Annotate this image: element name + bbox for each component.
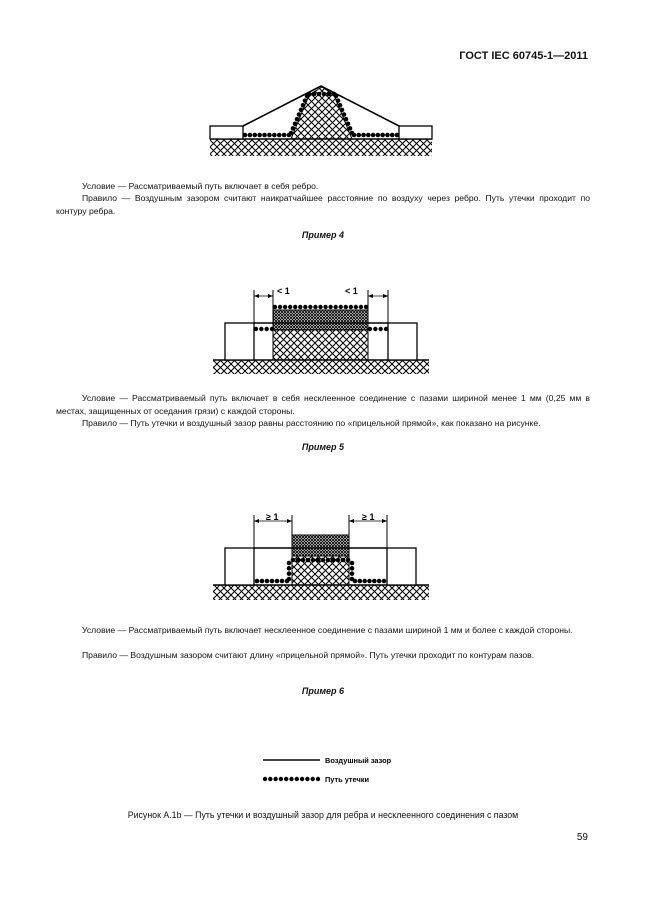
figure-caption: Рисунок A.1b — Путь утечки и воздушный зазор для ребра и несклеенного соединения с пазом [127,810,519,820]
creepage-dot [255,579,260,584]
creepage-dot [380,133,385,138]
dim-label-left: ≥ 1 [266,512,279,522]
creepage-dot [350,566,355,571]
creepage-dot [338,103,343,108]
creepage-dot [361,133,366,138]
creepage-dot [259,327,263,331]
dim-label-right: ≥ 1 [362,512,375,522]
document-code: ГОСТ IEC 60745-1—2011 [459,50,588,62]
legend-creepage-label: Путь утечки [325,775,370,784]
creepage-dot [333,305,337,309]
creepage-dot [254,327,258,331]
creepage-dot [307,92,312,97]
creepage-dot [356,133,361,138]
creepage-dot [293,121,298,126]
creepage-dot [272,133,277,138]
example4-condition: Условие — Рассматриваемый путь включает в себя ребро. [82,181,319,191]
example6-caption: Пример 6 [301,686,345,696]
dim-label-left: < 1 [277,286,290,296]
creepage-dot [287,561,292,566]
creepage-dot [316,558,321,563]
insert-upper [292,535,349,556]
creepage-dot [289,777,293,781]
base-hatched [213,585,429,600]
creepage-dot [350,571,355,576]
creepage-dot [270,579,275,584]
creepage-dot [264,327,268,331]
creepage-dot [296,558,301,563]
creepage-dot [265,579,270,584]
creepage-dot [263,777,267,781]
creepage-dot [283,305,287,309]
creepage-dot [297,112,302,117]
creepage-dot [340,108,345,113]
creepage-dot [303,305,307,309]
creepage-dot [243,133,248,138]
creepage-dot [328,305,332,309]
creepage-dot [295,777,299,781]
creepage-dot [308,305,312,309]
creepage-dot [376,133,381,138]
creepage-dot [364,305,368,309]
legend-creepage-dots [263,777,320,781]
creepage-dot [373,327,377,331]
example4-rule: Правило — Воздушным зазором считают наикратчайшее расстояние по воздуху через ребро. Путь утечки проходит по контуру ребра. [56,193,590,216]
creepage-dot [275,579,280,584]
creepage-dot [291,558,296,563]
creepage-dot [287,571,292,576]
creepage-dot [287,566,292,571]
creepage-dot [395,133,400,138]
example4-figure [210,86,432,156]
creepage-dot [273,777,277,781]
creepage-dot [280,579,285,584]
example4-caption: Пример 4 [301,230,345,240]
creepage-dot [336,558,341,563]
creepage-dot [372,579,377,584]
creepage-dot [282,133,287,138]
creepage-dot [353,579,358,584]
creepage-dot [382,579,387,584]
creepage-dot [267,133,272,138]
creepage-dot [322,92,327,97]
insert-lower [273,330,368,360]
left-block [225,323,254,360]
legend-air-gap-label: Воздушный зазор [325,756,392,765]
creepage-dot [327,92,332,97]
creepage-dot [326,558,331,563]
creepage-dot [334,94,339,99]
creepage-dot [287,577,292,582]
creepage-dot [305,777,309,781]
insert-lower [292,556,349,585]
creepage-dot [346,121,351,126]
creepage-dot [277,133,282,138]
creepage-dot [331,558,336,563]
creepage-dot [336,98,341,103]
creepage-dot [358,579,363,584]
creepage-dot [268,777,272,781]
creepage-dot [284,777,288,781]
left-plate [210,126,243,139]
creepage-dot [362,579,367,584]
creepage-dot [344,117,349,122]
creepage-dot [300,777,304,781]
creepage-dot [339,305,343,309]
creepage-dot [317,92,322,97]
creepage-dot [306,558,311,563]
creepage-dot [313,305,317,309]
creepage-dot [377,579,382,584]
creepage-dot [312,92,317,97]
creepage-dot [350,561,355,566]
creepage-dot [346,558,351,563]
creepage-dot [262,133,267,138]
right-block [387,548,416,585]
legend [263,756,392,784]
creepage-dot [384,327,388,331]
creepage-dot [289,131,294,136]
example6-rule: Правило — Воздушным зазором считают длину «прицельной прямой». Путь утечки проходит по контурам пазов. [82,650,535,660]
creepage-dot [303,98,308,103]
creepage-dot [273,305,277,309]
creepage-dot [390,133,395,138]
creepage-dot [248,133,253,138]
creepage-dot [321,558,326,563]
creepage-dot [288,305,292,309]
creepage-dot [368,327,372,331]
creepage-dot [348,126,353,131]
creepage-dot [318,305,322,309]
creepage-dot [299,108,304,113]
creepage-dot [295,117,300,122]
creepage-dot [316,777,320,781]
right-plate [399,126,432,139]
creepage-dot [252,133,257,138]
creepage-dot [385,133,390,138]
creepage-dot [367,579,372,584]
creepage-dot [301,103,306,108]
creepage-dot [342,112,347,117]
creepage-dot [359,305,363,309]
creepage-dot [341,558,346,563]
dim-label-right: < 1 [345,286,358,296]
page-number: 59 [576,832,588,843]
creepage-dot [311,558,316,563]
creepage-dot [323,305,327,309]
creepage-dot [344,305,348,309]
creepage-dot [298,305,302,309]
base-hatched [213,360,429,374]
example5-condition: Условие — Рассматриваемый путь включает в себя несклеенное соединение с пазами шириной менее 1 мм (0,25 мм в местах, защищенных от оседания грязи) с каждой стороны. [56,393,590,416]
example5-figure [213,286,429,374]
creepage-dot [366,133,371,138]
creepage-dot [278,305,282,309]
creepage-dot [301,558,306,563]
base-hatched [210,139,432,156]
creepage-dot [257,133,262,138]
creepage-dot [349,305,353,309]
creepage-dot [293,305,297,309]
creepage-dot [270,327,274,331]
creepage-dot [371,133,376,138]
creepage-dot [352,133,357,138]
left-block [225,548,254,585]
creepage-dot [260,579,265,584]
creepage-dot [378,327,382,331]
creepage-dot [291,126,296,131]
example6-condition: Условие — Рассматриваемый путь включает несклеенное соединение с пазами шириной 1 мм и более с каждой стороны. [82,625,573,635]
right-block [388,323,417,360]
creepage-dot [279,777,283,781]
example6-figure [213,512,429,600]
example5-caption: Пример 5 [301,442,345,452]
example5-rule: Правило — Путь утечки и воздушный зазор равны расстоянию по «прицельной прямой», как показано на рисунке. [82,418,541,428]
insert-upper [273,310,368,330]
creepage-dot [311,777,315,781]
creepage-dot [354,305,358,309]
